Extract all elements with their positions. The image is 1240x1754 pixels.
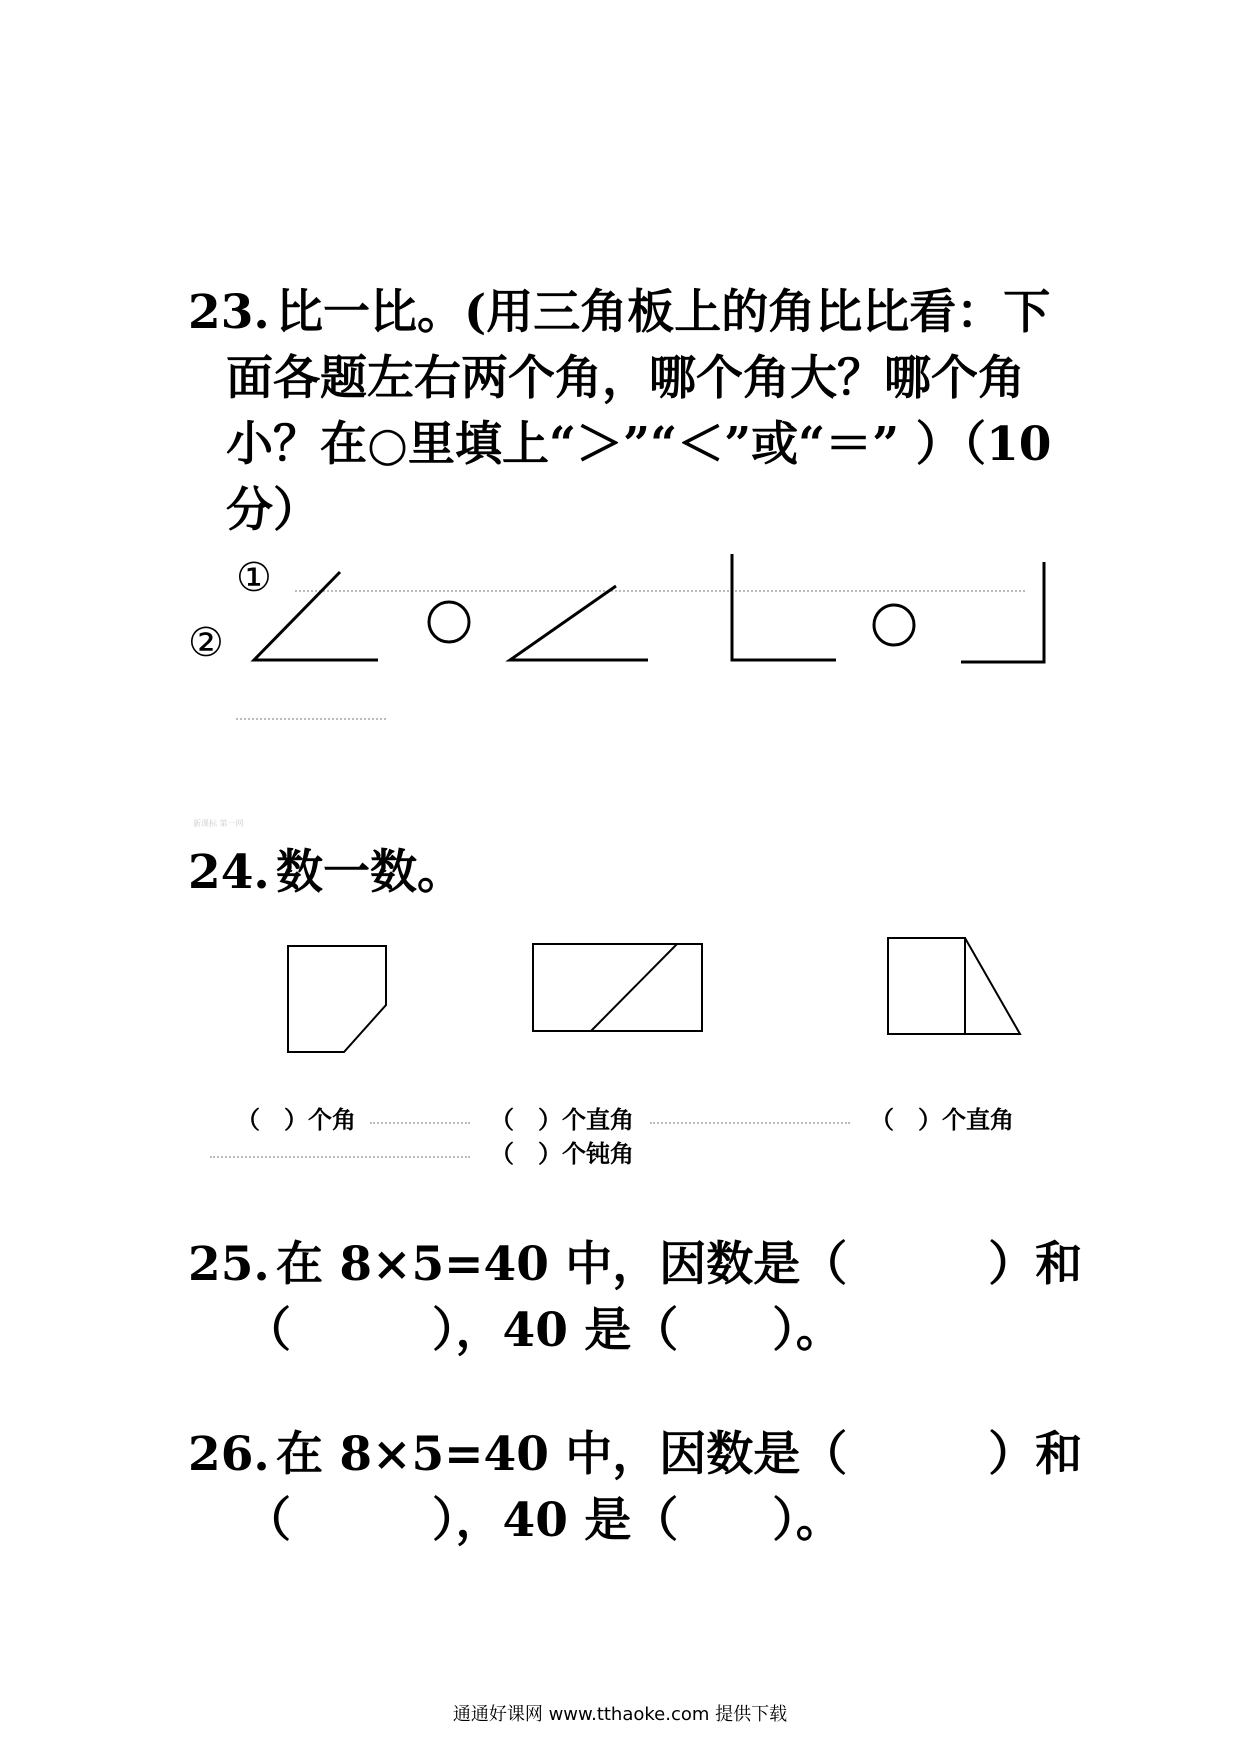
square-figure (888, 938, 965, 1034)
page-footer: 通通好课网 www.tthaoke.com 提供下载 (452, 1704, 788, 1725)
watermark-text: 新课标 第一网 (193, 819, 244, 828)
question-text-line: 在 8×5=40 中，因数是（ ）和 (276, 1237, 1083, 1292)
question-number: 25. (188, 1237, 270, 1292)
diagonal-line (591, 944, 677, 1031)
question-text-line: （ ），40 是（ ）。 (244, 1493, 843, 1548)
angle-label-2: ② (188, 620, 224, 666)
pentagon-figure (288, 946, 386, 1052)
question-number: 23. (188, 285, 270, 340)
question-number: 26. (188, 1427, 270, 1482)
answer-fig1-angles: （ ）个角 (236, 1105, 356, 1134)
question-text-line: 在 8×5=40 中，因数是（ ）和 (276, 1427, 1083, 1482)
question-number: 24. (188, 845, 270, 900)
question-text-line: 分） (226, 483, 320, 538)
answer-fig2-obtuse-angles: （ ）个钝角 (490, 1139, 634, 1168)
dotted-guide (650, 1122, 850, 1124)
answer-fig3-right-angles: （ ）个直角 (870, 1105, 1014, 1134)
question-title: 数一数。 (276, 845, 464, 900)
dotted-guide (210, 1156, 470, 1158)
rectangle-figure (533, 944, 702, 1031)
answer-fig2-right-angles: （ ）个直角 (490, 1105, 634, 1134)
angle-label-1: ① (236, 555, 272, 601)
question-text-line: 小？在○里填上“＞”“＜”或“＝” ）（10 (226, 417, 1052, 472)
dotted-guide (370, 1122, 470, 1124)
question-text-line: 比一比。(用三角板上的角比比看：下 (276, 285, 1051, 340)
triangle-figure (965, 938, 1020, 1034)
question-text-line: 面各题左右两个角，哪个角大？哪个角 (226, 351, 1025, 406)
question-text-line: （ ），40 是（ ）。 (244, 1303, 843, 1358)
